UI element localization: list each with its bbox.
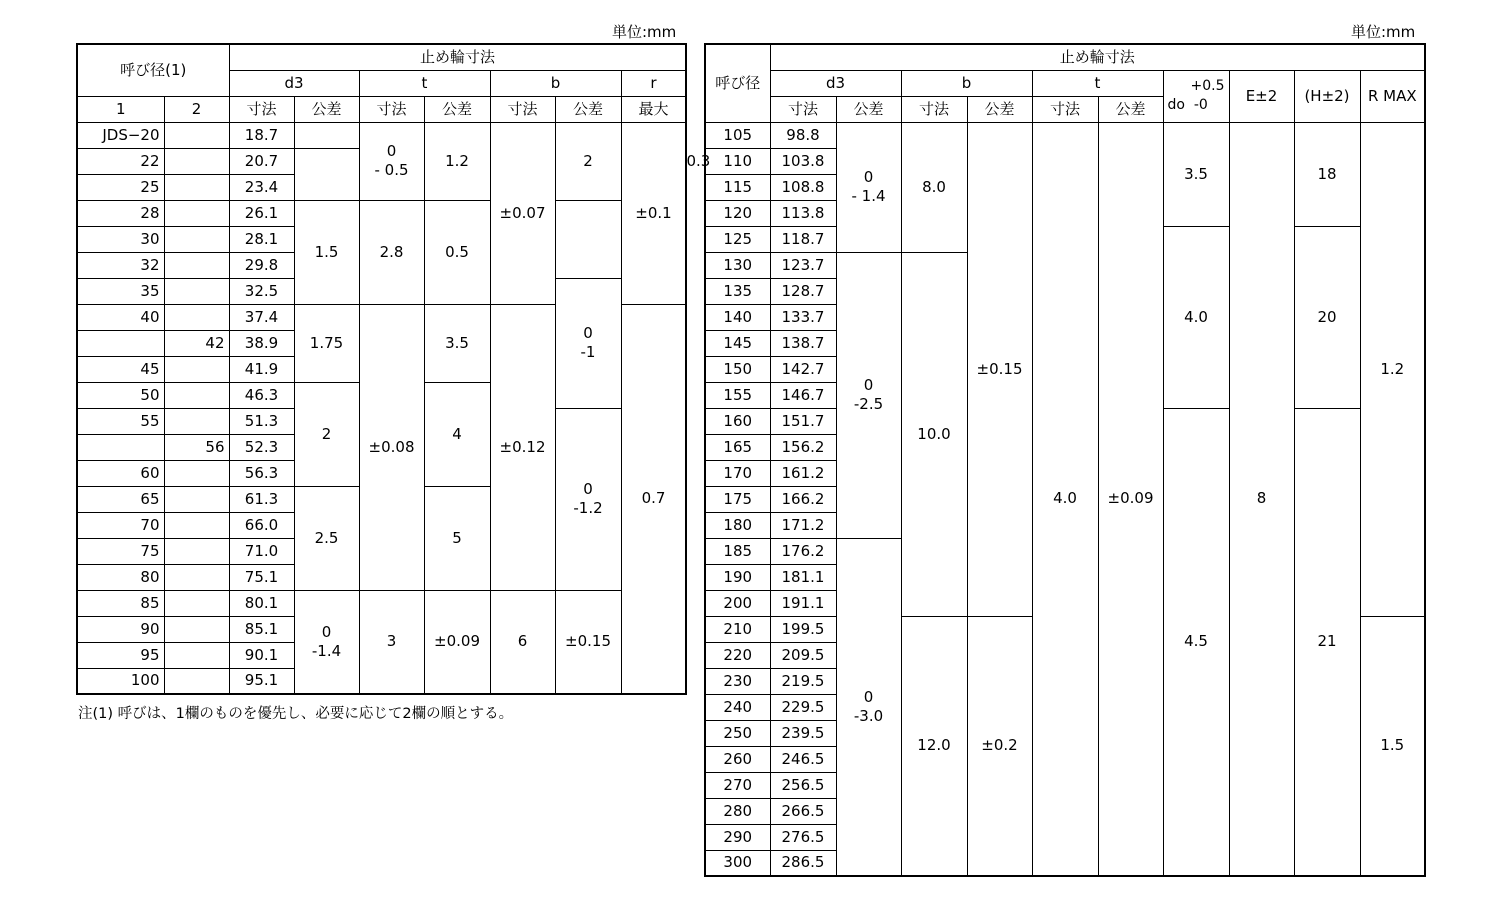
right-row-n: 105 [705, 122, 770, 148]
right-header-b: b [901, 70, 1032, 96]
right-row-n: 150 [705, 356, 770, 382]
right-header-e: E±2 [1229, 70, 1294, 122]
right-t-tol: ±0.09 [1098, 122, 1163, 876]
left-header-t-dim: 寸法 [359, 96, 424, 122]
right-b-dim-2: 12.0 [901, 616, 967, 876]
right-b-tol-1: ±0.2 [967, 616, 1032, 876]
right-row-n: 270 [705, 772, 770, 798]
right-row-d3: 209.5 [770, 642, 836, 668]
right-d3-tol-2-upper: 0 [863, 688, 874, 706]
left-header-col1: 1 [77, 96, 164, 122]
right-unit-label: 単位:mm [1351, 23, 1416, 41]
right-row-d3: 123.7 [770, 252, 836, 278]
left-row-n1: 50 [77, 382, 164, 408]
left-row-n1: 25 [77, 174, 164, 200]
left-row-d3: 46.3 [229, 382, 294, 408]
right-row-n: 280 [705, 798, 770, 824]
left-row-n2 [164, 408, 229, 434]
left-row-d3: 28.1 [229, 226, 294, 252]
right-row-d3: 266.5 [770, 798, 836, 824]
right-header-t: t [1032, 70, 1163, 96]
left-row-d3: 41.9 [229, 356, 294, 382]
right-row-n: 260 [705, 746, 770, 772]
right-row-n: 175 [705, 486, 770, 512]
right-row-n: 170 [705, 460, 770, 486]
left-r-max-2: 0.7 [621, 304, 686, 694]
right-row-d3: 256.5 [770, 772, 836, 798]
left-t-dim-3: 2 [294, 382, 359, 486]
left-d3-tol-0-lower: - 0.5 [374, 161, 409, 179]
left-row-n2 [164, 382, 229, 408]
left-d3-tol-2-upper: 0 [583, 480, 593, 499]
right-row-d3: 181.1 [770, 564, 836, 590]
left-d3-tol-3-lower: -1.4 [311, 641, 342, 660]
left-b-dim-2: 3.5 [424, 304, 490, 382]
left-table-row [77, 200, 686, 226]
left-b-dim-0: 2 [555, 122, 621, 200]
left-header-r: r [621, 70, 686, 96]
left-row-n1 [77, 434, 164, 460]
left-row-d3: 61.3 [229, 486, 294, 512]
left-row-n2 [164, 512, 229, 538]
left-row-d3: 18.7 [229, 122, 294, 148]
right-d3-tol-2-lower: -3.0 [853, 706, 884, 725]
left-footnote: 注(1) 呼びは、1欄のものを優先し、必要に応じて2欄の順とする。 [78, 706, 514, 722]
right-row-d3: 151.7 [770, 408, 836, 434]
left-row-n2 [164, 538, 229, 564]
left-d3-tol-0 [359, 122, 424, 200]
right-header-b-dim: 寸法 [901, 96, 967, 122]
right-row-n: 125 [705, 226, 770, 252]
left-dimension-table [76, 43, 711, 695]
right-d3-tol-0-lower: - 1.4 [851, 187, 886, 205]
right-header-h: (H±2) [1294, 70, 1360, 122]
right-row-n: 290 [705, 824, 770, 850]
left-row-n2 [164, 486, 229, 512]
right-row-n: 120 [705, 200, 770, 226]
right-row-d3: 219.5 [770, 668, 836, 694]
left-header-d3-dim: 寸法 [229, 96, 294, 122]
left-row-n1: 40 [77, 304, 164, 330]
right-dimension-table [704, 43, 1426, 877]
right-row-d3: 191.1 [770, 590, 836, 616]
left-row-d3: 90.1 [229, 642, 294, 668]
left-row-n2 [164, 200, 229, 226]
right-row-n: 200 [705, 590, 770, 616]
right-row-d3: 239.5 [770, 720, 836, 746]
right-row-d3: 176.2 [770, 538, 836, 564]
right-header-d3: d3 [770, 70, 901, 96]
left-row-d3: 66.0 [229, 512, 294, 538]
right-row-n: 110 [705, 148, 770, 174]
right-row-d3: 118.7 [770, 226, 836, 252]
right-row-d3: 133.7 [770, 304, 836, 330]
left-row-n2 [164, 616, 229, 642]
left-row-n2: 42 [164, 330, 229, 356]
left-d3-tol-1-lower: -1 [580, 343, 596, 361]
left-row-n2 [164, 356, 229, 382]
right-do-2: 4.5 [1163, 408, 1229, 876]
left-d3-tol-3 [294, 590, 359, 694]
left-row-n2 [164, 278, 229, 304]
left-row-n2 [164, 304, 229, 330]
right-header-do-upper: +0.5 [1190, 78, 1225, 95]
left-b-tol-2: ±0.15 [555, 590, 621, 694]
right-b-dim-0: 8.0 [901, 122, 967, 252]
left-row-n1: 28 [77, 200, 164, 226]
left-row-n1: 60 [77, 460, 164, 486]
right-row-n: 190 [705, 564, 770, 590]
left-d3-tol-3-upper: 0 [321, 623, 332, 641]
left-t-dim-2: 1.75 [294, 304, 359, 382]
right-h-0: 18 [1294, 122, 1360, 226]
right-row-n: 230 [705, 668, 770, 694]
right-h-2: 21 [1294, 408, 1360, 876]
right-header-nominal: 呼び径 [705, 44, 770, 122]
right-row-d3: 113.8 [770, 200, 836, 226]
left-row-n1: 90 [77, 616, 164, 642]
left-row-n2 [164, 590, 229, 616]
left-t-dim-0: 1.2 [424, 122, 490, 200]
left-header-d3-tol: 公差 [294, 96, 359, 122]
left-row-d3: 23.4 [229, 174, 294, 200]
right-d3-tol-1-lower: -2.5 [853, 395, 884, 413]
right-row-d3: 199.5 [770, 616, 836, 642]
right-row-n: 135 [705, 278, 770, 304]
left-t-dim-1: 1.5 [294, 200, 359, 304]
left-row-n1: 30 [77, 226, 164, 252]
left-row-n2 [164, 226, 229, 252]
left-header-d3: d3 [229, 70, 359, 96]
right-row-n: 240 [705, 694, 770, 720]
left-header-nominal: 呼び径(1) [77, 44, 229, 96]
left-n1 [294, 122, 359, 148]
right-d3-tol-0 [836, 122, 901, 252]
left-row-d3: 52.3 [229, 434, 294, 460]
right-h-1: 20 [1294, 226, 1360, 408]
right-row-n: 180 [705, 512, 770, 538]
right-header-group: 止め輪寸法 [770, 44, 1425, 70]
left-b-dim-4: 5 [424, 486, 490, 590]
right-e: 8 [1229, 122, 1294, 876]
right-header-d3-tol: 公差 [836, 96, 901, 122]
left-row-d3: 38.9 [229, 330, 294, 356]
left-d3-tol-0-upper: 0 [386, 142, 397, 161]
left-header-col2: 2 [164, 96, 229, 122]
left-table-row [77, 590, 686, 616]
right-row-d3: 98.8 [770, 122, 836, 148]
left-unit-label: 単位:mm [612, 23, 677, 41]
left-row-d3: 37.4 [229, 304, 294, 330]
left-t-dim-5: 3 [359, 590, 424, 694]
left-row-d3: 32.5 [229, 278, 294, 304]
right-header-t-tol: 公差 [1098, 96, 1163, 122]
right-header-do-lower: do -0 [1167, 97, 1208, 113]
left-row-n2 [164, 668, 229, 694]
left-t-tol-2: ±0.09 [424, 590, 490, 694]
right-d3-tol-1-upper: 0 [863, 376, 874, 395]
left-row-n1: 80 [77, 564, 164, 590]
right-d3-tol-2 [836, 538, 901, 876]
left-row-n1: 75 [77, 538, 164, 564]
left-row-n1: 95 [77, 642, 164, 668]
right-row-d3: 171.2 [770, 512, 836, 538]
right-t-dim: 4.0 [1032, 122, 1098, 876]
left-row-n2 [164, 252, 229, 278]
right-row-d3: 156.2 [770, 434, 836, 460]
right-header-r-max: R MAX [1360, 70, 1425, 122]
left-row-d3: 95.1 [229, 668, 294, 694]
right-row-d3: 166.2 [770, 486, 836, 512]
right-row-n: 130 [705, 252, 770, 278]
left-row-n1: 65 [77, 486, 164, 512]
right-b-dim-1: 10.0 [901, 252, 967, 616]
right-row-n: 250 [705, 720, 770, 746]
left-d3-tol-2-lower: -1.2 [573, 499, 603, 517]
left-row-n2 [164, 122, 229, 148]
right-b-tol-0: ±0.15 [967, 122, 1032, 616]
right-row-d3: 146.7 [770, 382, 836, 408]
left-b-tol-1: ±0.12 [490, 304, 555, 590]
left-row-d3: 85.1 [229, 616, 294, 642]
left-b-dim-1: 2.8 [359, 200, 424, 304]
right-row-d3: 161.2 [770, 460, 836, 486]
right-row-n: 140 [705, 304, 770, 330]
right-row-n: 155 [705, 382, 770, 408]
left-table-row: JDS−20 18.7 0 - 0.5 1.2 ±0.07 2 ±0.1 0.3 [77, 122, 686, 148]
right-row-d3: 103.8 [770, 148, 836, 174]
left-d3-tol-1 [555, 278, 621, 408]
left-row-n2 [164, 460, 229, 486]
left-row-n1: 45 [77, 356, 164, 382]
right-row-n: 165 [705, 434, 770, 460]
right-r-0: 1.2 [1360, 122, 1425, 616]
left-row-n2 [164, 148, 229, 174]
left-header-b-tol: 公差 [555, 96, 621, 122]
left-row-n1 [77, 330, 164, 356]
left-row-n1: 85 [77, 590, 164, 616]
right-row-n: 185 [705, 538, 770, 564]
left-t-dim-4: 2.5 [294, 486, 359, 590]
left-row-n2 [164, 642, 229, 668]
right-do-0: 3.5 [1163, 122, 1229, 226]
left-row-n1: 70 [77, 512, 164, 538]
left-row-n2 [164, 564, 229, 590]
left-r-max-1: 0.5 [424, 200, 490, 304]
left-header-r-max: 最大 [621, 96, 686, 122]
left-b-dim-5: 6 [490, 590, 555, 694]
left-row-d3: 51.3 [229, 408, 294, 434]
left-row-n1: 32 [77, 252, 164, 278]
left-t-tol-0: ±0.07 [490, 122, 555, 304]
right-row-n: 145 [705, 330, 770, 356]
left-header-t: t [359, 70, 490, 96]
left-b-dim-3: 4 [424, 382, 490, 486]
right-row-d3: 246.5 [770, 746, 836, 772]
left-row-n1: 100 [77, 668, 164, 694]
left-row-n1: 35 [77, 278, 164, 304]
right-table-row [705, 122, 1425, 148]
left-header-group: 止め輪寸法 [229, 44, 686, 70]
right-header-do [1163, 70, 1229, 122]
right-row-d3: 138.7 [770, 330, 836, 356]
right-do-1: 4.0 [1163, 226, 1229, 408]
right-header-d3-dim: 寸法 [770, 96, 836, 122]
right-row-d3: 142.7 [770, 356, 836, 382]
left-row-d3: 26.1 [229, 200, 294, 226]
left-d3-tol-2 [555, 408, 621, 590]
right-row-d3: 229.5 [770, 694, 836, 720]
right-row-n: 160 [705, 408, 770, 434]
left-d3-tol-1-upper: 0 [583, 324, 593, 343]
right-row-n: 115 [705, 174, 770, 200]
left-row-d3: 80.1 [229, 590, 294, 616]
right-row-d3: 286.5 [770, 850, 836, 876]
right-d3-tol-1 [836, 252, 901, 538]
right-row-d3: 276.5 [770, 824, 836, 850]
left-row-d3: 56.3 [229, 460, 294, 486]
left-header-b: b [490, 70, 621, 96]
left-header-b-dim: 寸法 [490, 96, 555, 122]
right-r-1: 1.5 [1360, 616, 1425, 876]
left-row-n1: JDS−20 [77, 122, 164, 148]
right-row-n: 300 [705, 850, 770, 876]
left-row-d3: 71.0 [229, 538, 294, 564]
right-row-n: 220 [705, 642, 770, 668]
right-header-t-dim: 寸法 [1032, 96, 1098, 122]
left-row-d3: 75.1 [229, 564, 294, 590]
left-t-tol-1: ±0.08 [359, 304, 424, 590]
left-row-n1: 55 [77, 408, 164, 434]
left-row-d3: 29.8 [229, 252, 294, 278]
left-row-n2 [164, 174, 229, 200]
left-row-n1: 22 [77, 148, 164, 174]
left-row-n2: 56 [164, 434, 229, 460]
right-d3-tol-0-upper: 0 [863, 168, 874, 187]
left-row-d3: 20.7 [229, 148, 294, 174]
right-row-d3: 108.8 [770, 174, 836, 200]
right-row-n: 210 [705, 616, 770, 642]
right-header-b-tol: 公差 [967, 96, 1032, 122]
left-b-tol-0: ±0.1 [621, 122, 686, 304]
left-header-t-tol: 公差 [424, 96, 490, 122]
right-row-d3: 128.7 [770, 278, 836, 304]
